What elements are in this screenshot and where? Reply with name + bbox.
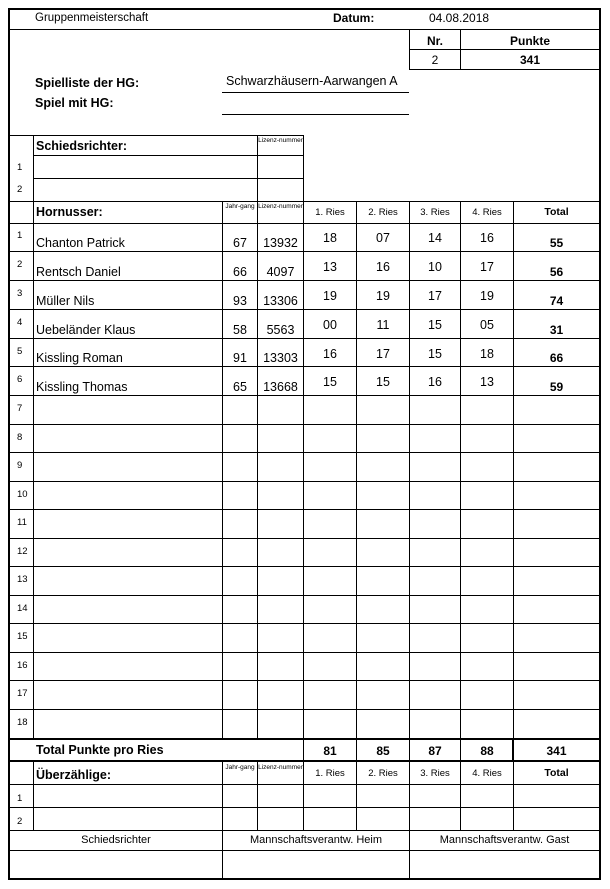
player-ries-4[interactable]: 13 [480,375,494,389]
player-ries-3[interactable]: 16 [428,375,442,389]
player-total[interactable]: 56 [549,265,564,279]
row-number: 12 [17,546,28,557]
player-name[interactable]: Kissling Roman [36,351,123,365]
player-name[interactable]: Uebeländer Klaus [36,323,136,337]
player-ries-2[interactable]: 15 [376,375,390,389]
player-lizenz[interactable]: 5563 [266,323,295,337]
player-ries-2[interactable]: 11 [376,318,390,332]
punkte-value[interactable]: 341 [519,53,541,67]
nr-label: Nr. [426,34,443,48]
row-divider [8,709,601,710]
player-name[interactable]: Rentsch Daniel [36,265,121,279]
player-ries-2[interactable]: 07 [376,231,390,245]
player-jahrgang[interactable]: 67 [233,236,247,250]
row-divider [8,481,601,482]
total-ries-4[interactable]: 88 [480,744,494,758]
row-number: 8 [17,432,23,443]
player-ries-4[interactable]: 19 [480,289,494,303]
row-divider [8,338,601,339]
row-divider [8,280,601,281]
extras-col-total: Total [544,767,569,779]
player-jahrgang[interactable]: 65 [233,380,247,394]
spiel-mit-label: Spiel mit HG: [35,96,114,110]
players-title: Hornusser: [36,205,103,219]
row-divider [8,452,601,453]
player-ries-4[interactable]: 16 [480,231,494,245]
player-jahrgang[interactable]: 58 [233,323,247,337]
row-number: 16 [17,660,28,671]
col-lizenz: Lizenz-nummer [258,203,303,210]
player-ries-1[interactable]: 19 [323,289,337,303]
player-lizenz[interactable]: 13668 [263,380,298,394]
row-number: 5 [17,346,23,357]
row-number: 7 [17,403,23,414]
extras-title: Überzählige: [36,768,112,782]
row-number: 17 [17,688,28,699]
spielliste-label: Spielliste der HG: [35,76,140,90]
footer-signature-heim[interactable] [223,851,409,878]
player-ries-1[interactable]: 16 [323,347,337,361]
col-ries-3: 3. Ries [420,207,450,218]
row-number: 2 [17,259,23,270]
player-ries-3[interactable]: 15 [428,347,442,361]
extras-col-ries-4: 4. Ries [472,768,502,779]
col-jahrgang: Jahr-gang [225,203,255,210]
total-ries-2[interactable]: 85 [376,744,390,758]
row-divider [8,251,601,252]
row-number: 1 [17,230,23,241]
player-ries-1[interactable]: 18 [323,231,337,245]
spielliste-value[interactable]: Schwarzhäusern-Aarwangen A [226,74,398,88]
extras-row-number: 1 [17,793,23,804]
player-total[interactable]: 59 [549,380,564,394]
player-ries-2[interactable]: 17 [376,347,390,361]
player-lizenz[interactable]: 13932 [263,236,298,250]
extras-col-jahrgang: Jahr-gang [225,764,255,771]
row-divider [8,424,601,425]
player-total[interactable]: 74 [549,294,564,308]
referee-title: Schiedsrichter: [36,139,128,153]
datum-label: Datum: [333,11,375,25]
row-number: 9 [17,460,23,471]
player-total[interactable]: 66 [549,351,564,365]
player-jahrgang[interactable]: 93 [233,294,247,308]
player-ries-3[interactable]: 17 [428,289,442,303]
footer-schiedsrichter: Schiedsrichter [81,834,151,846]
player-ries-3[interactable]: 15 [428,318,442,332]
row-number: 4 [17,317,23,328]
player-ries-4[interactable]: 05 [480,318,494,332]
row-divider [8,538,601,539]
col-ries-1: 1. Ries [315,207,345,218]
row-number: 3 [17,288,23,299]
footer-heim: Mannschaftsverantw. Heim [249,834,383,846]
footer-gast: Mannschaftsverantw. Gast [439,834,570,846]
col-ries-2: 2. Ries [368,207,398,218]
totals-label: Total Punkte pro Ries [36,743,164,757]
row-number: 6 [17,374,23,385]
extras-col-lizenz: Lizenz-nummer [258,764,303,771]
nr-value[interactable]: 2 [431,53,439,67]
row-divider [8,509,601,510]
player-lizenz[interactable]: 13306 [263,294,298,308]
row-divider [8,680,601,681]
row-number: 18 [17,717,28,728]
form-title: Gruppenmeisterschaft [35,12,149,24]
player-lizenz[interactable]: 13303 [263,351,298,365]
player-ries-3[interactable]: 14 [428,231,442,245]
footer-signature-schiedsrichter[interactable] [10,851,222,878]
player-total[interactable]: 55 [549,236,564,250]
player-name[interactable]: Müller Nils [36,294,95,308]
player-jahrgang[interactable]: 91 [233,351,247,365]
datum-value[interactable]: 04.08.2018 [429,11,490,25]
total-ries-3[interactable]: 87 [428,744,442,758]
punkte-label: Punkte [509,34,550,48]
row-divider [8,623,601,624]
player-ries-1[interactable]: 00 [323,318,337,332]
row-number: 14 [17,603,28,614]
grand-total[interactable]: 341 [546,744,567,758]
referee-lizenz-label: Lizenz-nummer [258,137,303,144]
player-lizenz[interactable]: 4097 [266,265,295,279]
player-total[interactable]: 31 [549,323,564,337]
player-ries-2[interactable]: 16 [376,260,390,274]
extras-col-ries-1: 1. Ries [315,768,345,779]
referee-row-number: 2 [17,184,23,195]
row-number: 13 [17,574,28,585]
player-ries-4[interactable]: 17 [480,260,494,274]
player-name[interactable]: Chanton Patrick [36,236,125,250]
row-number: 11 [17,517,27,528]
extras-col-ries-3: 3. Ries [420,768,450,779]
player-ries-2[interactable]: 19 [376,289,390,303]
player-ries-1[interactable]: 15 [323,375,337,389]
player-name[interactable]: Kissling Thomas [36,380,128,394]
row-number: 10 [17,489,28,500]
row-divider [8,395,601,396]
extras-col-ries-2: 2. Ries [368,768,398,779]
player-ries-3[interactable]: 10 [428,260,442,274]
row-divider [8,309,601,310]
row-divider [8,366,601,367]
col-ries-4: 4. Ries [472,207,502,218]
extras-row-number: 2 [17,816,23,827]
row-divider [8,595,601,596]
row-number: 15 [17,631,28,642]
player-jahrgang[interactable]: 66 [233,265,247,279]
row-divider [8,652,601,653]
total-ries-1[interactable]: 81 [323,744,337,758]
player-ries-4[interactable]: 18 [480,347,494,361]
footer-signature-gast[interactable] [410,851,599,878]
referee-row-number: 1 [17,162,23,173]
row-divider [8,566,601,567]
col-total: Total [544,206,569,218]
player-ries-1[interactable]: 13 [323,260,337,274]
